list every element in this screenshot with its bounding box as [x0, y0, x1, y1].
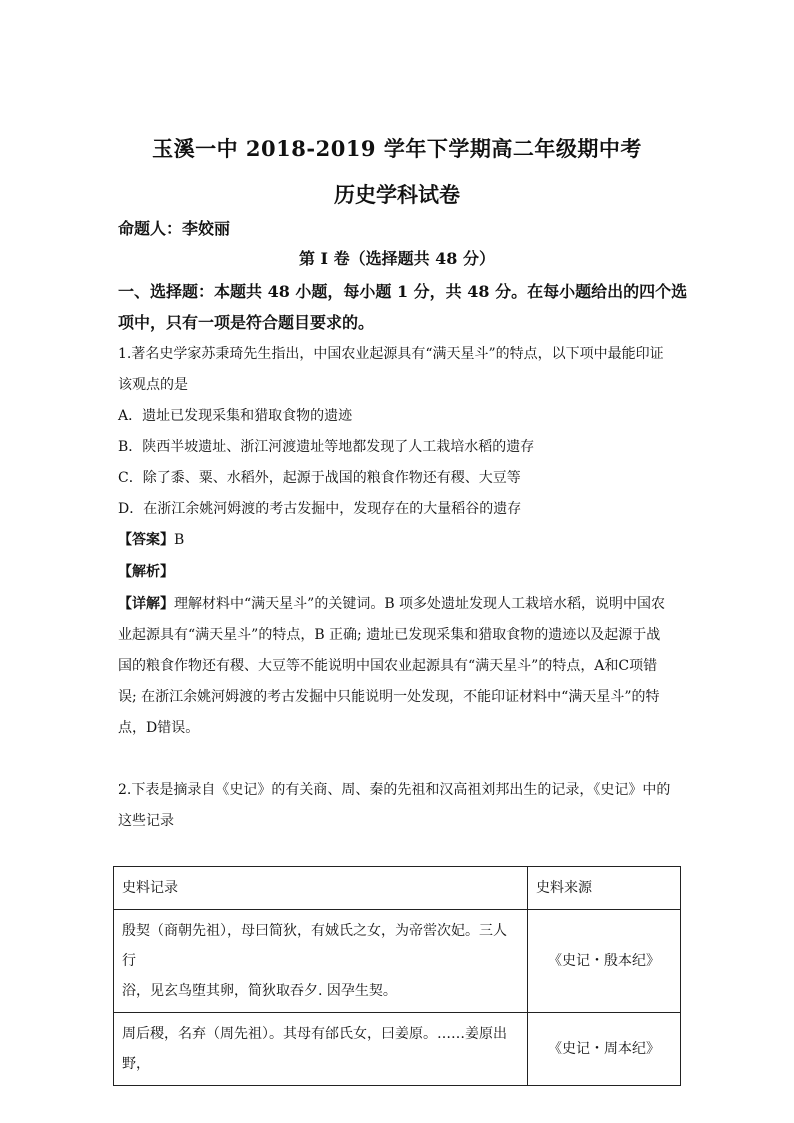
- record-line: 殷契（商朝先祖），母曰简狄，有娀氏之女，为帝喾次妃。三人行: [122, 923, 507, 969]
- record-line: 周后稷，名弃（周先祖）。其母有邰氏女，曰姜原。……姜原出野，: [122, 1026, 507, 1072]
- document-title: 玉溪一中 2018-2019 学年下学期高二年级期中考: [152, 136, 642, 161]
- detail-label: 【详解】: [118, 596, 174, 612]
- document-subtitle: 历史学科试卷: [334, 182, 460, 207]
- table-cell-source: 《史记・周本纪》: [528, 1013, 681, 1086]
- section-instruction-line2: 项中，只有一项是符合题目要求的。: [118, 313, 375, 332]
- q1-option-a: A．遗址已发现采集和猎取食物的遗迹: [118, 408, 353, 424]
- table-row: [114, 1013, 681, 1086]
- q1-analysis-label: 【解析】: [118, 564, 174, 580]
- q1-detail-line2: 业起源具有“满天星斗”的特点，B 正确; 遗址已发现采集和猎取食物的遗迹以及起源于战: [118, 627, 661, 643]
- q1-stem-line1: 1.著名史学家苏秉琦先生指出，中国农业起源具有“满天星斗”的特点，以下项中最能印证: [118, 346, 664, 362]
- section-title: 第 I 卷（选择题共 48 分）: [298, 249, 496, 268]
- q1-stem-line2: 该观点的是: [118, 377, 188, 393]
- q1-detail-line5: 点，D错误。: [118, 720, 200, 736]
- table-row: [114, 910, 681, 1013]
- table-cell-source: 《史记・殷本纪》: [528, 910, 681, 1013]
- q1-answer: [118, 529, 184, 549]
- q2-stem-line2: 这些记录: [118, 813, 174, 829]
- q1-detail-line3: 国的粮食作物还有稷、大豆等不能说明中国农业起源具有“满天星斗”的特点，A和C项错: [118, 658, 658, 674]
- q1-option-c: C．除了黍、粟、水稻外，起源于战国的粮食作物还有稷、大豆等: [118, 470, 521, 486]
- table-header-row: [114, 867, 681, 910]
- q2-stem-line1: 2.下表是摘录自《史记》的有关商、周、秦的先祖和汉高祖刘邦出生的记录，《史记》中的: [118, 782, 671, 798]
- detail-text: 理解材料中“满天星斗”的关键词。B 项多处遗址发现人工栽培水稻，说明中国农: [174, 596, 666, 612]
- answer-value: B: [174, 532, 185, 548]
- q1-option-b: B．陕西半坡遗址、浙江河渡遗址等地都发现了人工栽培水稻的遗存: [118, 439, 535, 455]
- q1-detail-line1: [118, 593, 665, 613]
- q1-detail-line4: 误; 在浙江余姚河姆渡的考古发掘中只能说明一处发现，不能印证材料中“满天星斗”的特: [118, 689, 660, 705]
- answer-label: 【答案】: [118, 532, 174, 548]
- table-cell-record: [114, 1013, 528, 1086]
- author: 命题人：李姣丽: [118, 219, 231, 238]
- table-cell-record: [114, 910, 528, 1013]
- table-header-record: 史料记录: [114, 867, 528, 910]
- table-header-source: 史料来源: [528, 867, 681, 910]
- record-line: 浴，见玄鸟堕其卵，简狄取吞夕. 因孕生契。: [122, 983, 397, 999]
- source-table: [113, 866, 681, 1086]
- q1-option-d: D．在浙江余姚河姆渡的考古发掘中，发现存在的大量稻谷的遗存: [118, 501, 522, 517]
- section-instruction-line1: 一、选择题：本题共 48 小题，每小题 1 分，共 48 分。在每小题给出的四个选: [118, 282, 688, 301]
